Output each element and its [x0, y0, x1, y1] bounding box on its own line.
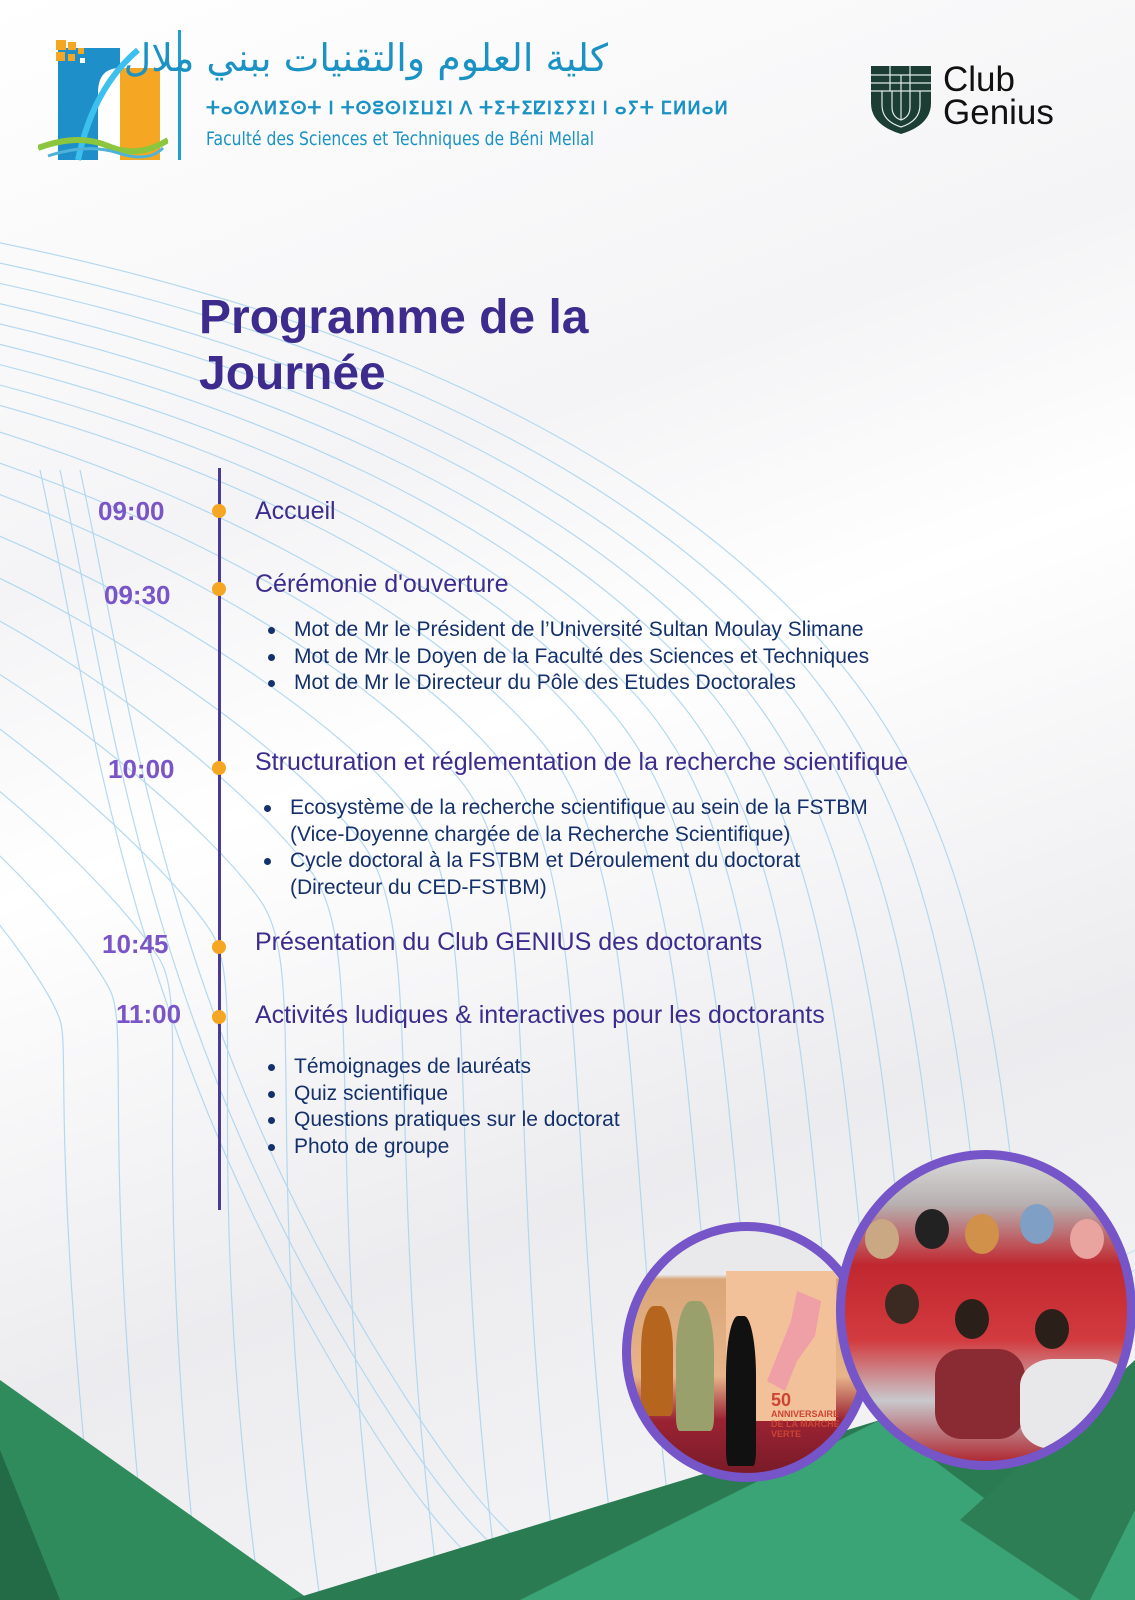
- timeline-dot: [212, 582, 226, 596]
- time-label: 10:45: [102, 929, 169, 959]
- timeline-line: [218, 468, 221, 1210]
- club-genius-logo: [870, 60, 1070, 138]
- session-items: [256, 795, 868, 901]
- session-items: [260, 617, 869, 697]
- list-item: [256, 795, 868, 848]
- time-label: 11:00: [116, 999, 182, 1029]
- list-item: Mot de Mr le Président de l’Université Sultan Moulay Slimane: [260, 617, 869, 644]
- list-item-line2: (Vice-Doyenne chargée de la Recherche Scientifique): [290, 822, 791, 846]
- event-photo-stage: [622, 1222, 872, 1482]
- faculty-name-arabic: كلية العلوم والتقنيات ببني ملال: [123, 36, 608, 80]
- time-label: 09:30: [104, 580, 171, 610]
- shield-icon: [870, 65, 932, 135]
- club-name-line1: Club: [943, 60, 1015, 99]
- time-label: 09:00: [98, 496, 165, 526]
- faculty-logo: [38, 30, 729, 165]
- faculty-name-tifinagh: ⵜⴰⵙⴷⵍⵉⵙⵜ ⵏ ⵜⵙⵓⵙⵏⵉⵡⵉⵏ ⴷ ⵜⵉⵜⵉⵇⵏⵉⵢⵉⵏ ⵏ ⴰⵢⵜ ⵎⵍⵍⴰⵍ: [206, 98, 729, 118]
- title-line1: Programme de la: [199, 291, 589, 344]
- list-item-line1: Cycle doctoral à la FSTBM et Déroulement du doctorat: [290, 849, 801, 872]
- list-item: Témoignages de lauréats: [260, 1054, 620, 1081]
- list-item: [256, 848, 868, 901]
- list-item-line2: (Directeur du CED-FSTBM): [290, 875, 547, 899]
- list-item: Quiz scientifique: [260, 1081, 620, 1108]
- session-title: Présentation du Club GENIUS des doctorants: [255, 928, 763, 956]
- list-item: Questions pratiques sur le doctorat: [260, 1107, 620, 1134]
- list-item: Mot de Mr le Directeur du Pôle des Etudes Doctorales: [260, 670, 869, 697]
- title-line2: Journée: [199, 347, 386, 400]
- event-photo-audience: [836, 1150, 1135, 1470]
- timeline-dot: [212, 1010, 226, 1024]
- timeline-dot: [212, 761, 226, 775]
- page-title: [199, 290, 588, 402]
- time-label: 10:00: [108, 754, 175, 784]
- session-items: [260, 1054, 620, 1160]
- faculty-name-french: Faculté des Sciences et Techniques de Béni Mellal: [206, 128, 595, 150]
- club-name-line2: Genius: [943, 93, 1054, 132]
- list-item-line1: Ecosystème de la recherche scientifique au sein de la FSTBM: [290, 796, 868, 819]
- club-name: [943, 60, 1054, 132]
- list-item: Photo de groupe: [260, 1134, 620, 1161]
- session-title: Accueil: [255, 497, 336, 525]
- timeline-dot: [212, 940, 226, 954]
- photo-caption: 50 ANNIVERSAIRE DE LA MARCHE VERTE: [771, 1390, 840, 1439]
- session-title: Cérémonie d'ouverture: [255, 570, 509, 598]
- timeline-dot: [212, 504, 226, 518]
- session-title: Structuration et réglementation de la recherche scientifique: [255, 748, 909, 776]
- list-item: Mot de Mr le Doyen de la Faculté des Sciences et Techniques: [260, 644, 869, 671]
- session-title: Activités ludiques & interactives pour les doctorants: [255, 1001, 825, 1029]
